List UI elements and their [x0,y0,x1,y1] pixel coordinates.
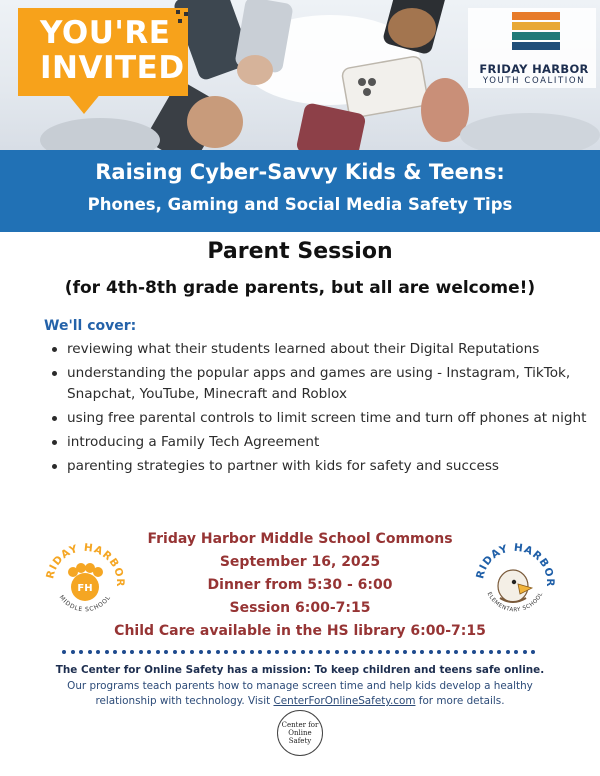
mission-statement: The Center for Online Safety has a mission: To keep children and teens safe online. [55,664,545,676]
separator-dot [139,650,143,654]
logo-stripe-navy [512,42,560,50]
event-childcare: Child Care available in the HS library 6:00-7:15 [114,623,486,639]
cover-heading: We'll cover: [44,318,137,334]
list-item: introducing a Family Tech Agreement [48,432,588,453]
friday-harbor-youth-coalition-logo [468,8,596,88]
session-title: Parent Session [207,239,393,264]
separator-dot [335,650,339,654]
list-item: understanding the popular apps and games are using - Instagram, TikTok, Snapchat, YouTube, Minecraft and Roblox [48,363,588,404]
separator-dot [250,650,254,654]
separator-dot [147,650,151,654]
separator-dot [267,650,271,654]
youre-invited-badge [18,8,188,96]
elementary-seal-top-text: RIDAY HARBOR [474,542,556,588]
separator-dot [130,650,134,654]
program-after-link: for more details. [418,695,505,707]
badge-tail [66,92,102,114]
separator-dot [514,650,518,654]
separator-dot [233,650,237,654]
separator-dot [344,650,348,654]
logo-subtitle: YOUTH COALITION [482,76,586,86]
paw-print-icon [44,542,126,624]
separator-dot [446,650,450,654]
list-item: using free parental controls to limit screen time and turn off phones at night [48,408,588,429]
sparkle-dots-icon [176,10,192,26]
separator-dot [207,650,211,654]
separator-dot [395,650,399,654]
separator-dot [454,650,458,654]
separator-dot [241,650,245,654]
separator-dot [420,650,424,654]
separator-dot [62,650,66,654]
separator-dot [88,650,92,654]
program-description [40,679,560,709]
elementary-seal-bottom-text: ELEMENTARY SCHOOL [485,591,545,614]
event-location: Friday Harbor Middle School Commons [147,531,453,547]
separator-dot [497,650,501,654]
separator-dot [318,650,322,654]
separator-dot [113,650,117,654]
badge-line-1: YOU'RE [40,15,171,51]
event-session-time: Session 6:00-7:15 [229,600,371,616]
separator-dot [156,650,160,654]
event-dinner: Dinner from 5:30 - 6:00 [207,577,393,593]
logo-stripe-orange [512,12,560,20]
cos-logo-line-2: Online [288,729,312,737]
separator-dot [403,650,407,654]
separator-dot [472,650,476,654]
separator-dot [105,650,109,654]
separator-dot [369,650,373,654]
separator-dot [352,650,356,654]
session-audience: (for 4th-8th grade parents, but all are welcome!) [64,278,536,298]
separator-dot [71,650,75,654]
separator-dot [292,650,296,654]
separator-dot [361,650,365,654]
separator-dot [173,650,177,654]
logo-stripe-yellow [512,22,560,30]
separator-dot [412,650,416,654]
separator-dot [181,650,185,654]
title-banner [0,150,600,232]
badge-line-2: INVITED [40,50,185,86]
separator-dot [275,650,279,654]
paw-monogram: FH [77,583,93,594]
elementary-school-seal [474,542,556,624]
separator-dot [224,650,228,654]
separator-dot [301,650,305,654]
logo-stripe-teal [512,32,560,40]
eagle-icon [474,542,556,624]
middle-school-seal [44,542,126,624]
center-for-online-safety-logo [277,710,323,756]
separator-dot [506,650,510,654]
separator-dot [523,650,527,654]
cos-logo-line-1: Center for [281,721,319,729]
cos-logo-line-3: Safety [288,737,312,745]
separator-dot [309,650,313,654]
separator-dot [199,650,203,654]
separator-dot [258,650,262,654]
middle-school-seal-bottom-text: MIDDLE SCHOOL [57,594,113,614]
separator-dot [378,650,382,654]
banner-title: Raising Cyber-Savvy Kids & Teens: [95,160,505,184]
separator-dot [463,650,467,654]
banner-subtitle: Phones, Gaming and Social Media Safety Tips [87,195,513,214]
separator-dot [386,650,390,654]
program-text: Our programs teach parents how to manage screen time and help kids develop a healthy relationship with technology. Visit [67,680,533,707]
separator-dot [437,650,441,654]
topics-list [48,339,588,480]
separator-dot [284,650,288,654]
separator-dot [190,650,194,654]
separator-dot [531,650,535,654]
separator-dot [216,650,220,654]
separator-dot [480,650,484,654]
hero-photo [0,0,600,150]
center-for-online-safety-link[interactable]: CenterForOnlineSafety.com [273,695,416,707]
event-date: September 16, 2025 [219,554,381,570]
separator-dot [164,650,168,654]
list-item: parenting strategies to partner with kids for safety and success [48,456,588,477]
separator-dot [429,650,433,654]
logo-name: FRIDAY HARBOR [479,62,589,76]
separator-dot [122,650,126,654]
separator-dot [326,650,330,654]
dotted-separator [62,650,536,656]
separator-dot [489,650,493,654]
list-item: reviewing what their students learned about their Digital Reputations [48,339,588,360]
separator-dot [96,650,100,654]
middle-school-seal-top-text: RIDAY HARBOR [44,542,126,588]
separator-dot [79,650,83,654]
